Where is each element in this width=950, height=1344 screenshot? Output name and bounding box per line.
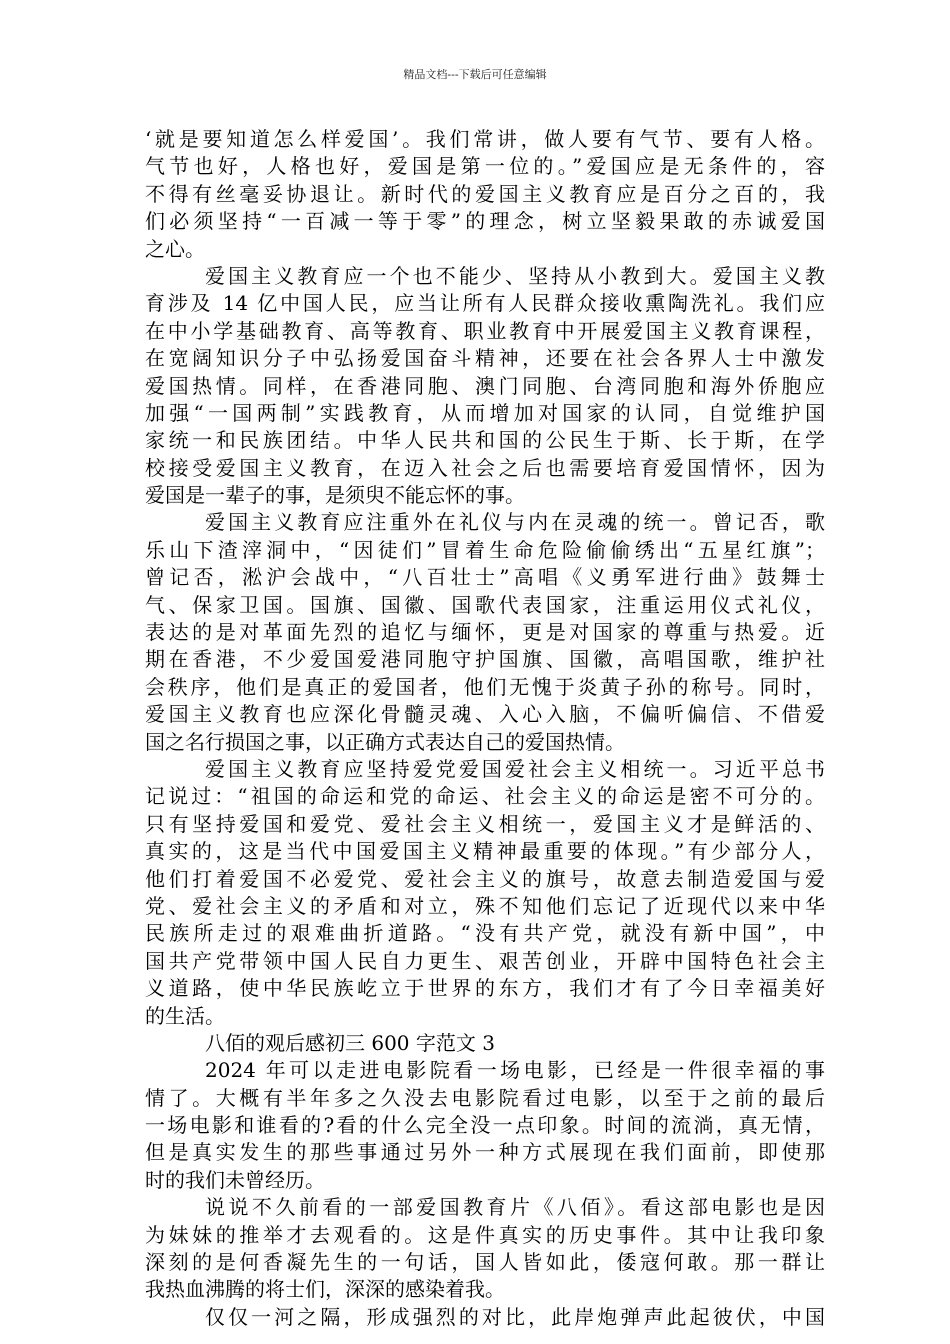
text-line: 国之名行损国之事，以正确方式表达自己的爱国热情。 <box>145 729 625 754</box>
text-line: 校接受爱国主义教育，在迈入社会之后也需要培育爱国情怀，因为 <box>145 455 825 480</box>
text-line: 在中小学基础教育、高等教育、职业教育中开展爱国主义教育课程， <box>145 318 825 343</box>
document-body <box>145 126 825 1331</box>
text-line: 但是真实发生的那些事通过另外一种方式展现在我们面前，即使那 <box>145 1140 825 1165</box>
text-line: 一场电影和谁看的?看的什么完全没一点印象。时间的流淌，真无情， <box>145 1113 825 1138</box>
text-line: 深刻的是何香凝先生的一句话，国人皆如此，倭寇何敢。那一群让 <box>145 1250 825 1275</box>
text-line: 真实的，这是当代中国爱国主义精神最重要的体现。”有少部分人， <box>145 839 825 864</box>
text-line: 会秩序，他们是真正的爱国者，他们无愧于炎黄子孙的称号。同时， <box>145 674 825 699</box>
text-line: 爱国主义教育应一个也不能少、坚持从小教到大。爱国主义教 <box>205 263 825 288</box>
text-line: 情了。大概有半年多之久没去电影院看过电影，以至于之前的最后 <box>145 1085 825 1110</box>
text-line: 仅仅一河之隔，形成强烈的对比，此岸炮弹声此起彼伏，中国 <box>205 1304 825 1329</box>
text-line: 表达的是对革面先烈的追忆与缅怀，更是对国家的尊重与热爱。近 <box>145 620 825 645</box>
text-line: 时的我们未曾经历。 <box>145 1167 325 1192</box>
text-line: 爱国主义教育应坚持爱党爱国爱社会主义相统一。习近平总书 <box>205 756 825 781</box>
text-line: 爱国主义教育也应深化骨髓灵魂、入心入脑，不偏听偏信、不借爱 <box>145 702 825 727</box>
text-line: 家统一和民族团结。中华人民共和国的公民生于斯、长于斯，在学 <box>145 428 825 453</box>
text-line: 记说过：“祖国的命运和党的命运、社会主义的命运是密不可分的。 <box>145 784 825 809</box>
text-line: 气、保家卫国。国旗、国徽、国歌代表国家，注重运用仪式礼仪， <box>145 592 825 617</box>
page-header: 精品文档---下载后可任意编辑 <box>403 68 547 81</box>
text-line: 他们打着爱国不必爱党、爱社会主义的旗号，故意去制造爱国与爱 <box>145 866 825 891</box>
text-line: 爱国主义教育应注重外在礼仪与内在灵魂的统一。曾记否，歌 <box>205 510 825 535</box>
text-line: 党、爱社会主义的矛盾和对立，殊不知他们忘记了近现代以来中华 <box>145 893 825 918</box>
text-line: 不得有丝毫妥协退让。新时代的爱国主义教育应是百分之百的，我 <box>145 181 825 206</box>
text-line: 乐山下渣滓洞中，“因徒们”冒着生命危险偷偷绣出“五星红旗”； <box>145 537 825 562</box>
text-line: 气节也好，人格也好，爱国是第一位的。”爱国应是无条件的，容 <box>145 154 825 179</box>
text-line: 八佰的观后感初三 600 字范文 3 <box>205 1030 495 1055</box>
text-line: 之心。 <box>145 236 205 261</box>
text-line: 期在香港，不少爱国爱港同胞守护国旗、国徽，高唱国歌，维护社 <box>145 647 825 672</box>
text-line: 爱国热情。同样，在香港同胞、澳门同胞、台湾同胞和海外侨胞应 <box>145 373 825 398</box>
text-line: 的生活。 <box>145 1003 225 1028</box>
text-line: 民族所走过的艰难曲折道路。“没有共产党，就没有新中国”，中 <box>145 921 825 946</box>
text-line: 说说不久前看的一部爱国教育片《八佰》。看这部电影也是因 <box>205 1195 825 1220</box>
text-line: 义道路，使中华民族屹立于世界的东方，我们才有了今日幸福美好 <box>145 976 825 1001</box>
text-line: 们必须坚持“一百减一等于零”的理念，树立坚毅果敢的赤诚爱国 <box>145 209 825 234</box>
text-line: 国共产党带领中国人民自力更生、艰苦创业，开辟中国特色社会主 <box>145 948 825 973</box>
text-line: 在宽阔知识分子中弘扬爱国奋斗精神，还要在社会各界人士中激发 <box>145 346 825 371</box>
text-line: 加强“一国两制”实践教育，从而增加对国家的认同，自觉维护国 <box>145 400 825 425</box>
text-line: 爱国是一辈子的事，是须臾不能忘怀的事。 <box>145 483 525 508</box>
text-line: 曾记否，淞沪会战中，“八百壮士”高唱《义勇军进行曲》鼓舞士 <box>145 565 825 590</box>
text-line: 只有坚持爱国和爱党、爱社会主义相统一，爱国主义才是鲜活的、 <box>145 811 825 836</box>
text-line: 2024 年可以走进电影院看一场电影，已经是一件很幸福的事 <box>205 1058 825 1083</box>
text-line: ‘就是要知道怎么样爱国’。我们常讲，做人要有气节、要有人格。 <box>145 127 825 151</box>
text-line: 为妹妹的推举才去观看的。这是件真实的历史事件。其中让我印象 <box>145 1222 825 1247</box>
text-line: 育涉及 14 亿中国人民，应当让所有人民群众接收熏陶洗礼。我们应 <box>145 291 825 316</box>
text-line: 我热血沸腾的将士们，深深的感染着我。 <box>145 1277 505 1302</box>
